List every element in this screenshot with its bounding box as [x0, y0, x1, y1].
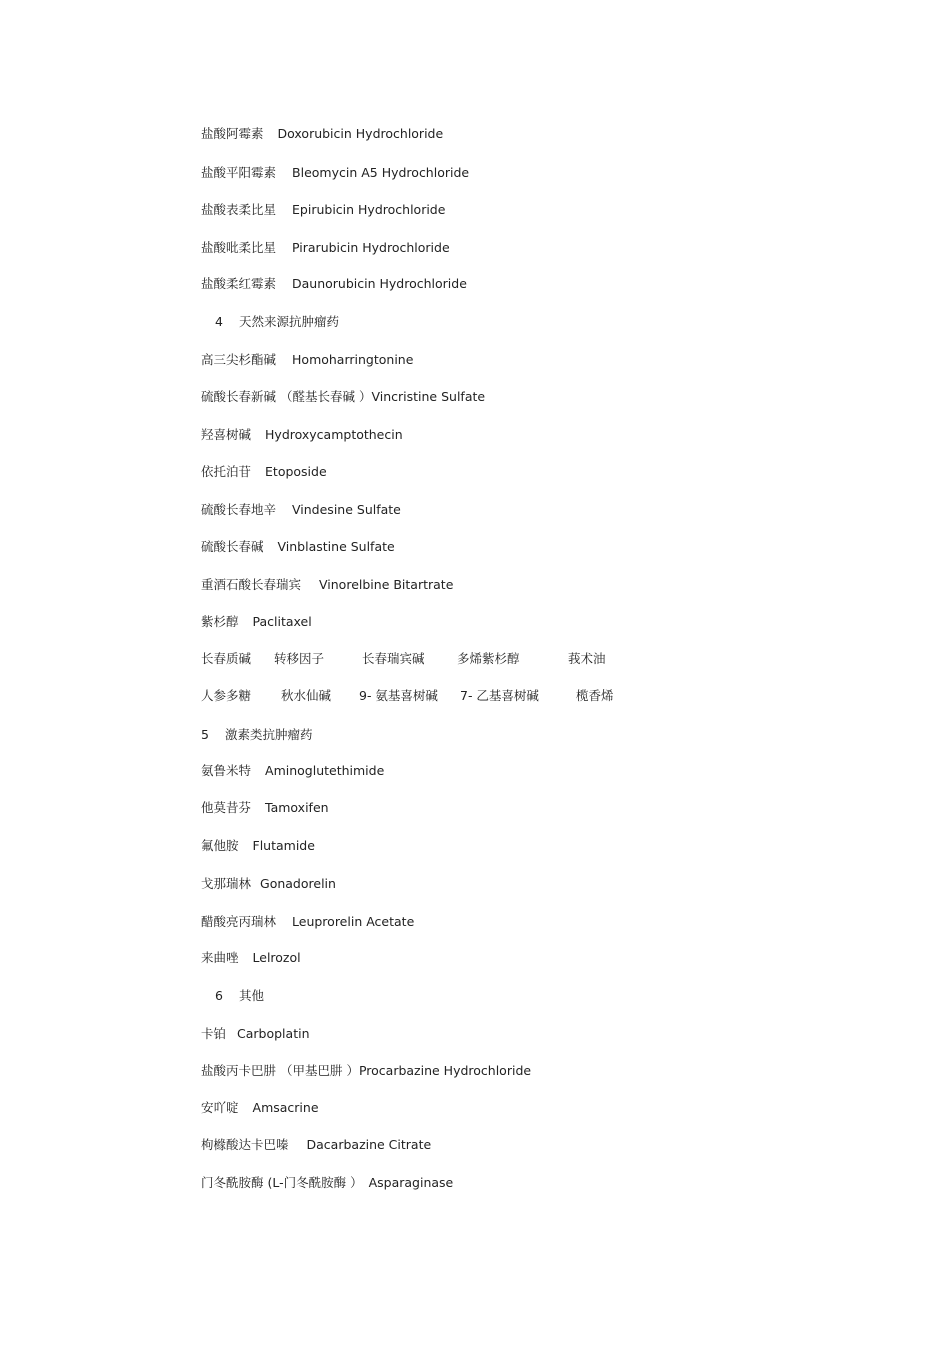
drug-name-cn: 秋水仙碱	[281, 688, 332, 703]
drug-name-cn: 依托泊苷	[201, 464, 252, 479]
drug-name-cn: 人参多糖	[201, 688, 252, 703]
drug-name-cn: 氨鲁米特	[201, 763, 252, 778]
drug-entry	[201, 1061, 531, 1081]
drug-name-en: Paclitaxel	[252, 614, 312, 629]
drug-name-cn: 多烯紫杉醇	[457, 651, 520, 666]
drug-name-en: Asparaginase	[368, 1175, 454, 1190]
section-heading	[201, 725, 312, 745]
drug-name-cn: 莪术油	[568, 651, 606, 666]
drug-name-en: Hydroxycamptothecin	[265, 427, 403, 442]
drug-name-cn: 硫酸长春碱	[201, 539, 264, 554]
drug-name-cn: 戈那瑞林	[201, 876, 252, 891]
section-number: 5	[201, 727, 209, 742]
drug-name-cn: 来曲唑	[201, 950, 239, 965]
drug-entry	[201, 948, 301, 968]
drug-name-cn: 重酒石酸长春瑞宾	[201, 577, 302, 592]
drug-name-en: Amsacrine	[252, 1100, 319, 1115]
drug-entry	[201, 350, 413, 370]
drug-name-en: Flutamide	[252, 838, 315, 853]
drug-name-cn: 盐酸吡柔比星	[201, 240, 277, 255]
section-title: 其他	[238, 988, 264, 1003]
drug-name-en: Pirarubicin Hydrochloride	[292, 240, 450, 255]
drug-name-cn: 盐酸丙卡巴肼 （甲基巴肼 ）	[201, 1063, 359, 1078]
section-heading	[215, 312, 339, 332]
drug-name-en: Lelrozol	[252, 950, 301, 965]
drug-entry	[201, 163, 469, 183]
drug-entry	[201, 387, 485, 407]
drug-name-cn: 长春瑞宾碱	[362, 651, 425, 666]
drug-entry	[201, 124, 443, 144]
drug-name-cn: 硫酸长春新碱 （醛基长春碱 ）	[201, 389, 372, 404]
drug-entry	[201, 462, 327, 482]
drug-name-cn: 紫杉醇	[201, 614, 239, 629]
drug-name-cn: 卡铂	[201, 1026, 227, 1041]
drug-name-cn: 氟他胺	[201, 838, 239, 853]
drug-name-cn: 榄香烯	[576, 688, 614, 703]
drug-name-en: Etoposide	[265, 464, 327, 479]
drug-name-cn: 羟喜树碱	[201, 427, 252, 442]
drug-name-en: Homoharringtonine	[292, 352, 414, 367]
drug-entry	[201, 500, 401, 520]
drug-name-cn: 9- 氨基喜树碱	[359, 688, 438, 703]
section-title: 天然来源抗肿瘤药	[238, 314, 339, 329]
section-number: 4	[215, 314, 223, 329]
drug-entry	[201, 537, 395, 557]
drug-name-en: Dacarbazine Citrate	[306, 1137, 432, 1152]
drug-entry	[201, 575, 453, 595]
drug-name-en: Vindesine Sulfate	[292, 502, 401, 517]
drug-name-cn: 醋酸亮丙瑞林	[201, 914, 277, 929]
drug-name-en: Vincristine Sulfate	[371, 389, 486, 404]
drug-entry	[201, 1135, 431, 1155]
drug-name-en: Daunorubicin Hydrochloride	[292, 276, 467, 291]
drug-name-en: Tamoxifen	[265, 800, 329, 815]
drug-name-en: Doxorubicin Hydrochloride	[277, 126, 444, 141]
drug-entry	[201, 874, 336, 894]
drug-entry	[201, 274, 467, 294]
drug-name-cn: 高三尖杉酯碱	[201, 352, 277, 367]
drug-name-cn: 盐酸表柔比星	[201, 202, 277, 217]
drug-name-cn: 盐酸柔红霉素	[201, 276, 277, 291]
drug-name-cn: 他莫昔芬	[201, 800, 252, 815]
drug-entry	[201, 761, 384, 781]
drug-entry	[201, 1098, 319, 1118]
drug-name-cn: 盐酸阿霉素	[201, 126, 264, 141]
drug-name-en: Epirubicin Hydrochloride	[292, 202, 446, 217]
drug-name-en: Procarbazine Hydrochloride	[358, 1063, 532, 1078]
drug-entry	[201, 238, 450, 258]
drug-name-en: Vinorelbine Bitartrate	[319, 577, 454, 592]
drug-name-en: Bleomycin A5 Hydrochloride	[292, 165, 470, 180]
drug-entry	[201, 798, 329, 818]
section-title: 激素类抗肿瘤药	[224, 727, 313, 742]
drug-name-cn: 安吖啶	[201, 1100, 239, 1115]
drug-name-cn: 硫酸长春地辛	[201, 502, 277, 517]
drug-name-en: Aminoglutethimide	[265, 763, 385, 778]
drug-name-en: Carboplatin	[237, 1026, 310, 1041]
section-number: 6	[215, 988, 223, 1003]
drug-name-cn: 门冬酰胺酶 (L-门冬酰胺酶 ）	[201, 1175, 363, 1190]
drug-name-cn: 盐酸平阳霉素	[201, 165, 277, 180]
drug-name-cn: 7- 乙基喜树碱	[460, 688, 539, 703]
drug-name-cn: 枸橼酸达卡巴嗪	[201, 1137, 289, 1152]
drug-entry	[201, 1173, 453, 1193]
drug-name-en: Vinblastine Sulfate	[277, 539, 395, 554]
drug-entry	[201, 425, 403, 445]
drug-entry	[201, 1024, 310, 1044]
drug-name-en: Gonadorelin	[260, 876, 336, 891]
drug-name-en: Leuprorelin Acetate	[292, 914, 415, 929]
drug-entry	[201, 200, 445, 220]
drug-entry	[201, 836, 315, 856]
drug-name-cn: 长春质碱	[201, 651, 252, 666]
drug-entry	[201, 912, 414, 932]
section-heading	[215, 986, 264, 1006]
drug-name-cn: 转移因子	[274, 651, 325, 666]
drug-entry	[201, 612, 312, 632]
